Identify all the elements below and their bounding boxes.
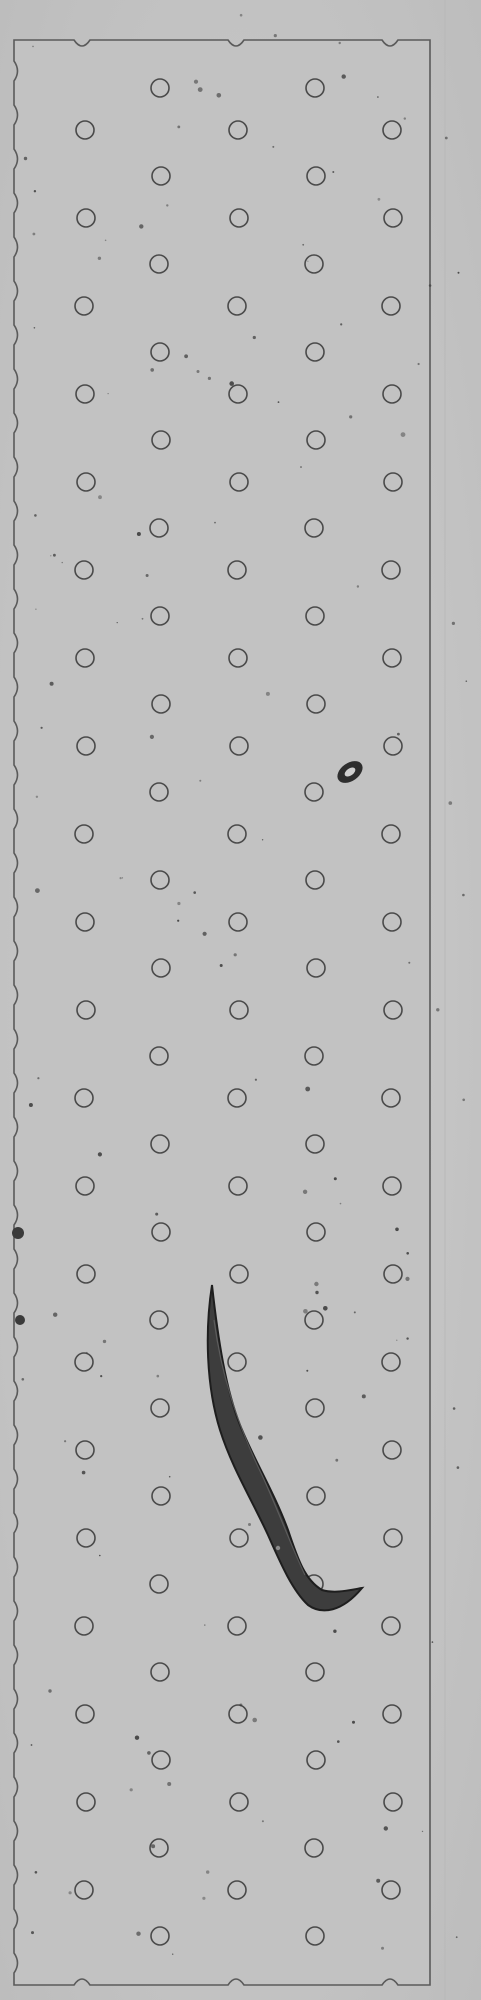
debris-speck xyxy=(274,34,277,37)
debris-speck xyxy=(381,1947,384,1950)
debris-speck xyxy=(377,96,379,98)
debris-speck xyxy=(429,284,432,287)
debris-speck xyxy=(32,46,34,48)
debris-speck xyxy=(35,888,40,893)
debris-speck xyxy=(315,1291,318,1294)
debris-speck xyxy=(248,1523,251,1526)
debris-speck xyxy=(31,1744,33,1746)
debris-speck xyxy=(100,1375,102,1377)
debris-speck xyxy=(278,401,280,403)
debris-speck xyxy=(41,727,43,729)
debris-speck xyxy=(397,733,400,736)
debris-speck xyxy=(117,622,118,623)
debris-speck xyxy=(404,117,406,119)
debris-speck xyxy=(253,336,256,339)
debris-speck xyxy=(466,680,468,682)
debris-speck xyxy=(37,1077,39,1079)
debris-speck xyxy=(445,137,448,140)
debris-speck xyxy=(302,244,304,246)
debris-speck xyxy=(35,609,36,610)
debris-speck xyxy=(108,393,109,394)
debris-speck xyxy=(462,1099,465,1102)
debris-speck xyxy=(48,1689,51,1692)
debris-speck xyxy=(203,932,207,936)
debris-speck xyxy=(50,555,51,556)
debris-speck xyxy=(452,622,455,625)
debris-speck xyxy=(436,1008,439,1011)
debris-speck xyxy=(206,1870,209,1873)
debris-speck xyxy=(169,1476,171,1478)
debris-speck xyxy=(22,1378,25,1381)
debris-speck xyxy=(64,1440,66,1442)
debris-speck xyxy=(86,1352,87,1353)
debris-speck xyxy=(151,1844,155,1848)
debris-speck xyxy=(339,42,341,44)
debris-speck xyxy=(136,1932,140,1936)
debris-speck xyxy=(323,1306,328,1311)
debris-speck xyxy=(408,962,410,964)
debris-speck xyxy=(105,240,107,242)
debris-speck xyxy=(36,796,38,798)
debris-speck xyxy=(342,74,346,78)
debris-speck xyxy=(150,368,154,372)
debris-speck xyxy=(194,80,198,84)
debris-speck xyxy=(198,87,203,92)
debris-speck xyxy=(53,554,56,557)
debris-speck xyxy=(229,381,234,386)
debris-speck xyxy=(34,327,36,329)
debris-speck xyxy=(33,233,36,236)
debris-speck xyxy=(220,964,223,967)
debris-speck xyxy=(24,157,27,160)
debris-speck xyxy=(272,146,274,148)
debris-speck xyxy=(98,495,102,499)
debris-speck xyxy=(432,1641,434,1643)
debris-speck xyxy=(239,1704,242,1707)
debris-speck xyxy=(349,415,352,418)
debris-speck xyxy=(376,1879,380,1883)
debris-speck xyxy=(214,522,216,524)
debris-speck xyxy=(462,894,465,897)
debris-speck xyxy=(262,839,263,840)
debris-speck xyxy=(307,261,308,262)
debris-speck xyxy=(458,272,460,274)
debris-speck xyxy=(184,354,188,358)
debris-speck xyxy=(305,1087,310,1092)
debris-speck xyxy=(82,1471,86,1475)
debris-speck xyxy=(406,1252,409,1255)
debris-speck xyxy=(142,618,144,620)
debris-speck xyxy=(99,1555,101,1557)
debris-speck xyxy=(262,1820,264,1822)
wall-blob xyxy=(12,1227,24,1239)
debris-speck xyxy=(300,466,302,468)
debris-speck xyxy=(98,1152,102,1156)
debris-speck xyxy=(422,1831,423,1832)
debris-speck xyxy=(103,1340,106,1343)
debris-speck xyxy=(150,735,154,739)
debris-speck xyxy=(306,1370,308,1372)
wall-blob xyxy=(15,1315,25,1325)
debris-speck xyxy=(53,1313,57,1317)
debris-speck xyxy=(137,532,141,536)
debris-speck xyxy=(314,1282,318,1286)
debris-speck xyxy=(202,1897,205,1900)
debris-speck xyxy=(396,1340,397,1341)
debris-speck xyxy=(457,1466,460,1469)
debris-speck xyxy=(335,1459,338,1462)
debris-speck xyxy=(354,1311,356,1313)
debris-speck xyxy=(453,1407,456,1410)
debris-speck xyxy=(406,1337,408,1339)
debris-speck xyxy=(29,1103,33,1107)
debris-speck xyxy=(332,171,334,173)
debris-speck xyxy=(193,891,196,894)
debris-speck xyxy=(204,1624,205,1625)
debris-speck xyxy=(208,377,211,380)
debris-speck xyxy=(395,1228,399,1232)
debris-speck xyxy=(155,1213,158,1216)
debris-speck xyxy=(340,323,342,325)
debris-speck xyxy=(166,204,168,206)
debris-speck xyxy=(120,877,122,879)
debris-speck xyxy=(303,1309,308,1314)
debris-speck xyxy=(34,514,37,517)
debris-speck xyxy=(333,1630,336,1633)
debris-speck xyxy=(146,574,149,577)
debris-speck xyxy=(62,562,63,563)
debris-speck xyxy=(98,257,101,260)
debris-speck xyxy=(34,190,36,192)
debris-speck xyxy=(35,1871,38,1874)
debris-speck xyxy=(384,1826,388,1830)
debris-speck xyxy=(50,682,54,686)
debris-speck xyxy=(122,877,123,878)
debris-speck xyxy=(266,692,270,696)
debris-speck xyxy=(177,126,180,129)
debris-speck xyxy=(334,1177,337,1180)
debris-speck xyxy=(147,1751,151,1755)
debris-speck xyxy=(167,1782,171,1786)
microfluidic-channel xyxy=(14,40,430,1985)
debris-speck xyxy=(157,1375,160,1378)
debris-speck xyxy=(352,1721,355,1724)
debris-speck xyxy=(130,1788,133,1791)
debris-speck xyxy=(255,1079,257,1081)
debris-speck xyxy=(197,370,200,373)
debris-speck xyxy=(234,953,237,956)
debris-speck xyxy=(199,780,201,782)
debris-speck xyxy=(139,224,143,228)
debris-speck xyxy=(401,432,406,437)
debris-speck xyxy=(258,1435,263,1440)
debris-speck xyxy=(217,93,222,98)
debris-speck xyxy=(240,14,243,17)
debris-speck xyxy=(69,1891,72,1894)
debris-speck xyxy=(177,920,179,922)
debris-speck xyxy=(362,1394,366,1398)
debris-speck xyxy=(252,1718,257,1723)
debris-speck xyxy=(340,1203,342,1205)
debris-speck xyxy=(449,801,453,805)
debris-speck xyxy=(31,1931,34,1934)
debris-speck xyxy=(357,585,359,587)
debris-speck xyxy=(456,1936,458,1938)
debris-speck xyxy=(303,1190,307,1194)
debris-speck xyxy=(177,902,180,905)
debris-speck xyxy=(378,198,381,201)
debris-speck xyxy=(337,1740,340,1743)
debris-speck xyxy=(135,1736,139,1740)
debris-speck xyxy=(405,1277,409,1281)
debris-speck xyxy=(418,363,420,365)
debris-speck xyxy=(172,1954,173,1955)
